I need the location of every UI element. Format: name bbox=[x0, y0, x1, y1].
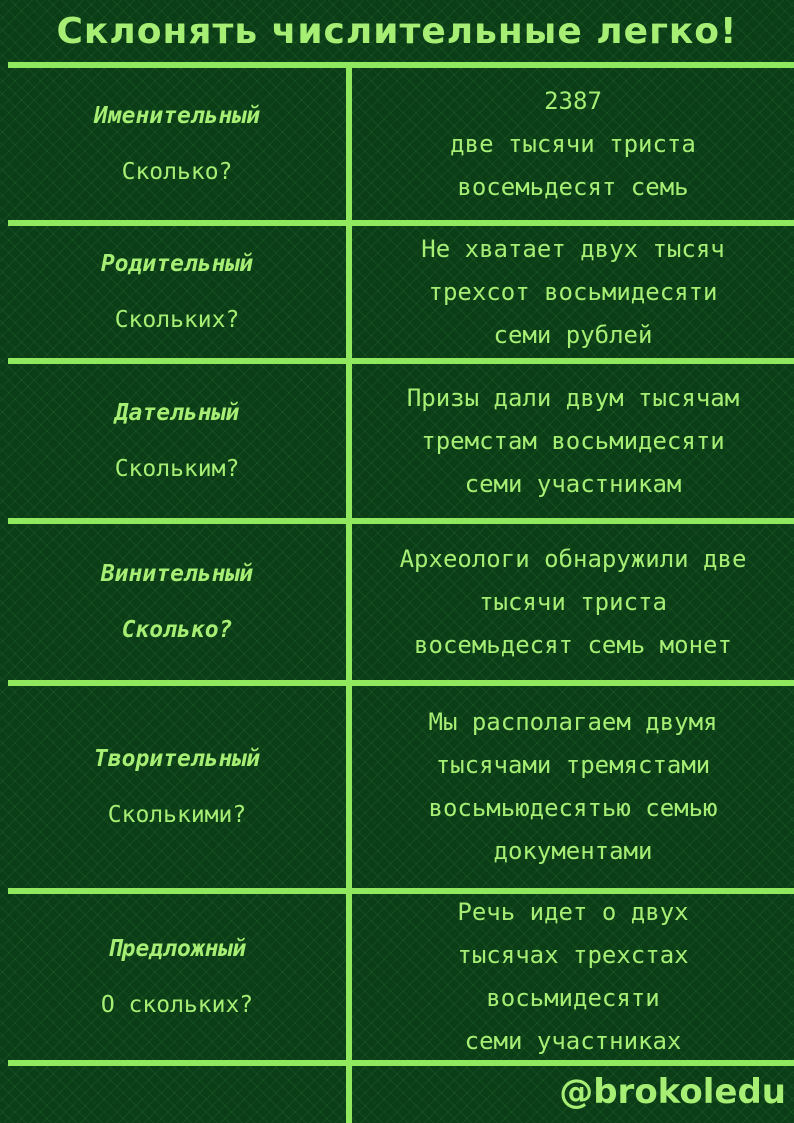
example-line: восьмьюдесятью семью bbox=[428, 794, 718, 822]
case-question: Скольким? bbox=[114, 456, 240, 482]
example-line: Речь идет о двух bbox=[457, 898, 689, 926]
example-line: документами bbox=[493, 837, 653, 865]
example-cell-prepositional bbox=[352, 894, 794, 1060]
case-name: Именительный bbox=[93, 103, 261, 129]
case-cell-accusative bbox=[8, 524, 346, 680]
case-name: Родительный bbox=[100, 251, 254, 277]
example-line: восьмидесяти bbox=[486, 984, 660, 1012]
author-handle: @brokoledu bbox=[559, 1072, 786, 1112]
example-line: Археологи обнаружили две bbox=[399, 544, 747, 573]
example-line: тремстам восьмидесяти bbox=[421, 426, 725, 455]
case-cell-instrumental bbox=[8, 686, 346, 888]
example-line: Мы располагаем двумя bbox=[428, 708, 718, 736]
example-line: тысячах трехстах bbox=[457, 941, 689, 969]
case-name: Дательный bbox=[114, 400, 240, 426]
case-question: О скольких? bbox=[100, 992, 254, 1018]
example-line: Призы дали двум тысячам bbox=[406, 383, 740, 412]
case-name: Винительный bbox=[100, 561, 254, 587]
case-cell-genitive bbox=[8, 226, 346, 358]
example-cell-genitive bbox=[352, 226, 794, 358]
example-line: семи участниках bbox=[464, 1027, 682, 1055]
case-name: Предложный bbox=[107, 936, 247, 962]
case-name: Творительный bbox=[93, 746, 261, 772]
example-line: тысячами тремястами bbox=[435, 751, 711, 779]
case-cell-dative bbox=[8, 364, 346, 518]
case-cell-nominative bbox=[8, 68, 346, 220]
case-question: Скольких? bbox=[114, 307, 240, 333]
example-line: восемьдесят семь bbox=[457, 172, 689, 201]
page-title: Склонять числительные легко! bbox=[56, 11, 738, 52]
case-question: Сколько? bbox=[121, 617, 233, 643]
example-line: восемьдесят семь монет bbox=[414, 630, 732, 659]
case-question: Сколько? bbox=[121, 159, 233, 185]
example-line: 2387 bbox=[544, 86, 602, 115]
example-cell-nominative bbox=[352, 68, 794, 220]
example-cell-instrumental bbox=[352, 686, 794, 888]
example-line: две тысячи триста bbox=[450, 129, 696, 158]
example-cell-accusative bbox=[352, 524, 794, 680]
example-line: семи участникам bbox=[464, 469, 682, 498]
example-line: Не хватает двух тысяч bbox=[421, 234, 725, 263]
case-cell-prepositional bbox=[8, 894, 346, 1060]
example-cell-dative bbox=[352, 364, 794, 518]
case-question: Сколькими? bbox=[107, 802, 247, 828]
example-line: семи рублей bbox=[493, 320, 653, 349]
example-line: тысячи триста bbox=[479, 587, 667, 616]
example-line: трехсот восьмидесяти bbox=[428, 277, 718, 306]
